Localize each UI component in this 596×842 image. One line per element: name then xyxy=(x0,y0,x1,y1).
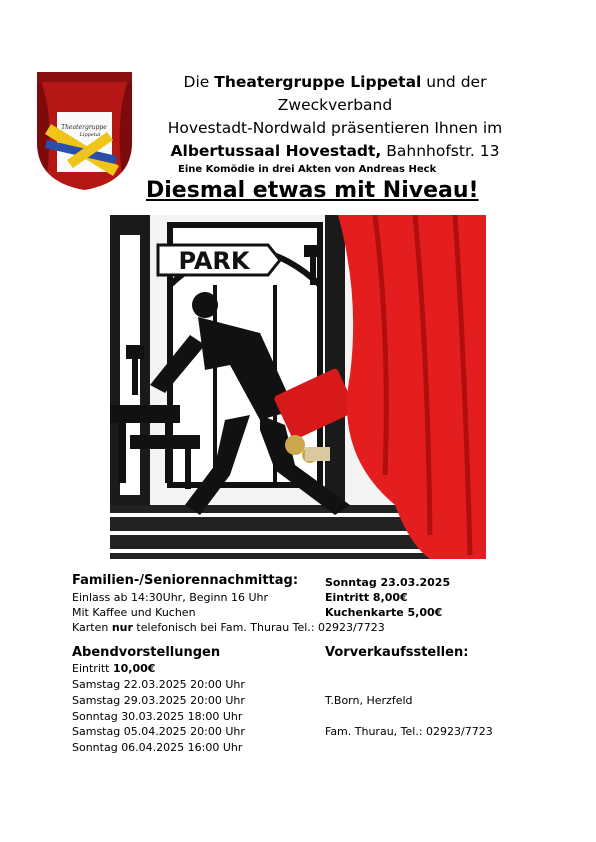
family-date: Sonntag 23.03.2025 xyxy=(325,576,451,589)
logo-text-line1: Theatergruppe xyxy=(61,124,107,131)
intro-line3: Albertussaal Hovestadt, Bahnhofstr. 13 xyxy=(170,142,500,160)
family-admission: Einlass ab 14:30Uhr, Beginn 16 Uhr xyxy=(72,591,269,604)
evening-date: Samstag 05.04.2025 20:00 Uhr xyxy=(72,725,245,738)
subtitle: Eine Komödie in drei Akten von Andreas Heck xyxy=(178,164,437,175)
evening-date: Samstag 29.03.2025 20:00 Uhr xyxy=(72,694,245,707)
poster-illustration xyxy=(110,215,486,559)
family-entry-price: Eintritt 8,00€ xyxy=(325,591,408,604)
play-title: Diesmal etwas mit Niveau! xyxy=(146,178,479,203)
family-coffee: Mit Kaffee und Kuchen xyxy=(72,606,196,619)
family-heading: Familien-/Seniorennachmittag: xyxy=(72,573,299,588)
family-cake-card: Kuchenkarte 5,00€ xyxy=(325,606,443,619)
intro-line1: Die Theatergruppe Lippetal und der Zweckverband xyxy=(183,73,487,114)
evening-heading: Abendvorstellungen xyxy=(72,645,221,660)
presale-heading: Vorverkaufsstellen: xyxy=(325,645,469,660)
evening-entry: Eintritt 10,00€ xyxy=(72,662,156,675)
poster-sign-text: PARK xyxy=(178,247,250,275)
family-tickets: Karten nur telefonisch bei Fam. Thurau Tel.: 02923/7723 xyxy=(72,621,385,634)
intro-block xyxy=(140,71,530,163)
intro-line2: Hovestadt-Nordwald präsentieren Ihnen im xyxy=(167,119,503,137)
evening-date: Sonntag 06.04.2025 16:00 Uhr xyxy=(72,741,243,754)
theatergruppe-logo xyxy=(37,72,132,190)
evening-date: Sonntag 30.03.2025 18:00 Uhr xyxy=(72,710,243,723)
presale-location: T.Born, Herzfeld xyxy=(325,694,413,707)
evening-date: Samstag 22.03.2025 20:00 Uhr xyxy=(72,678,245,691)
logo-text-line2: Lippetal xyxy=(79,132,101,138)
presale-location: Fam. Thurau, Tel.: 02923/7723 xyxy=(325,725,493,738)
